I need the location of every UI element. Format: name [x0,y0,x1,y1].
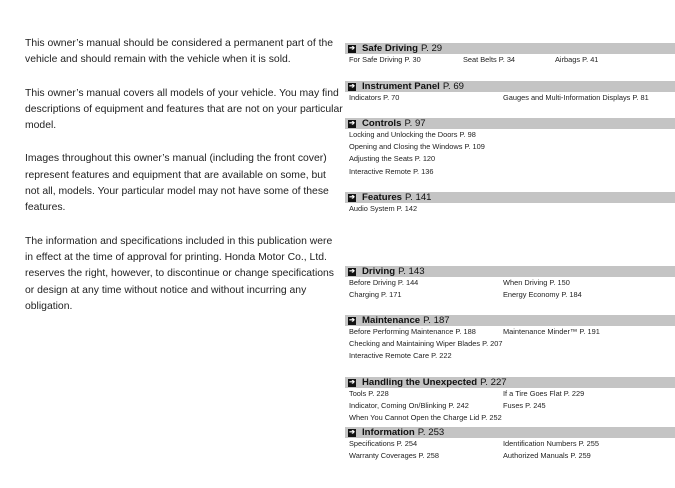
toc-entry-link[interactable]: Locking and Unlocking the Doors P. 98 [349,130,476,139]
toc-row [345,326,675,338]
toc-row [345,350,675,362]
section-title: Maintenance [362,315,421,326]
toc-entry-link[interactable]: When Driving P. 150 [503,278,570,287]
toc-entry-link[interactable]: Tools P. 228 [349,389,389,398]
section-title: Instrument Panel [362,81,440,92]
arrow-icon: ➔ [349,193,355,201]
toc-row [345,54,675,66]
arrow-icon: ➔ [349,428,355,436]
intro-paragraph: This owner’s manual covers all models of your vehicle. You may find descriptions of equipment and features that are not on your particular model. [25,87,343,132]
section-page: P. 97 [404,118,426,129]
toc-entry-link[interactable]: Charging P. 171 [349,290,402,300]
section-page: P. 141 [405,192,432,203]
section-title: Safe Driving [362,43,418,54]
intro-text [25,36,343,332]
toc-entry-link[interactable]: Seat Belts P. 34 [463,55,516,64]
section-header[interactable] [345,43,675,54]
toc-row [345,438,675,450]
toc-row [345,153,675,165]
section-header[interactable] [345,427,675,438]
section-title: Information [362,427,415,438]
toc-entry-link[interactable]: Identification Numbers P. 255 [503,439,599,448]
toc-entry-link[interactable]: Checking and Maintaining Wiper Blades P. 207 [349,339,503,349]
toc-entry-link[interactable]: Gauges and Multi-Information Displays P. 81 [503,93,649,102]
intro-paragraph: The information and specifications included in this publication were in effect at the time of approval for printing. Honda Motor Co., Ltd. reserves the right, however, to discontinue or change specifications or design at any time without notice and without incurring any obligation. [25,235,335,312]
toc-entry-link[interactable]: Opening and Closing the Windows P. 109 [349,142,485,152]
toc-entry-link[interactable]: Maintenance Minder™ P. 191 [503,327,600,336]
section-page: P. 187 [423,315,450,326]
section-header[interactable] [345,81,675,92]
arrow-icon: ➔ [349,267,355,275]
section-page: P. 69 [442,81,465,92]
toc-section [345,81,675,104]
toc-row [345,388,675,400]
section-header[interactable] [345,192,675,203]
toc-entry-link[interactable]: Warranty Coverages P. 258 [349,451,439,461]
toc-entry-link[interactable]: Before Driving P. 144 [349,278,419,287]
toc-row [345,338,675,350]
toc-row [345,141,675,153]
section-header[interactable] [345,118,675,129]
toc-entry-link[interactable]: Before Performing Maintenance P. 188 [349,327,476,336]
toc-entry-link[interactable]: Energy Economy P. 184 [503,290,582,300]
toc-row [345,166,675,178]
section-header[interactable] [345,266,675,277]
toc-section [345,43,675,66]
toc-entry-link[interactable]: Indicator, Coming On/Blinking P. 242 [349,401,469,411]
section-title: Features [362,192,402,203]
toc-row [345,450,675,462]
toc-section [345,427,675,462]
toc-entry-link[interactable]: Interactive Remote P. 136 [349,166,434,176]
section-page: P. 143 [398,266,425,277]
arrow-icon: ➔ [349,316,355,324]
toc-section [345,377,675,425]
toc-entry-link[interactable]: Authorized Manuals P. 259 [503,451,591,461]
section-header[interactable] [345,315,675,326]
toc-entry-link[interactable]: Specifications P. 254 [349,439,418,448]
toc-section [345,192,675,215]
toc-row [345,289,675,301]
toc-row [345,412,675,424]
section-header[interactable] [345,377,675,388]
toc-row [345,203,675,215]
arrow-icon: ➔ [349,82,355,90]
intro-paragraph: Images throughout this owner’s manual (including the front cover) represent features and equipment that are available on some, but not all, models. Your particular model may not have some of these features. [25,153,329,214]
toc-section [345,315,675,363]
section-title: Handling the Unexpected [362,377,478,388]
section-title: Driving [362,266,396,277]
arrow-icon: ➔ [349,378,355,386]
toc-row [345,400,675,412]
toc-entry-link[interactable]: When You Cannot Open the Charge Lid P. 252 [349,413,502,423]
arrow-icon: ➔ [349,119,355,127]
toc-section [345,118,675,178]
arrow-icon: ➔ [349,44,355,52]
toc-row [345,129,675,141]
section-page: P. 29 [420,43,443,54]
toc-entry-link[interactable]: Airbags P. 41 [555,55,599,64]
toc-entry-link[interactable]: Adjusting the Seats P. 120 [349,154,436,164]
toc-entry-link[interactable]: If a Tire Goes Flat P. 229 [503,389,585,398]
section-page: P. 253 [417,427,445,438]
toc-entry-link[interactable]: Fuses P. 245 [503,401,546,411]
toc-entry-link[interactable]: Indicators P. 70 [349,93,400,102]
section-title: Controls [362,118,402,129]
toc-entry-link[interactable]: Audio System P. 142 [349,204,418,213]
intro-paragraph: This owner’s manual should be considered a permanent part of the vehicle and should remain with the vehicle when it is sold. [25,38,334,66]
toc-row [345,92,675,104]
toc-entry-link[interactable]: Interactive Remote Care P. 222 [349,351,452,361]
section-page: P. 227 [480,377,507,388]
toc-section [345,266,675,301]
toc-entry-link[interactable]: For Safe Driving P. 30 [349,55,421,64]
toc-row [345,277,675,289]
